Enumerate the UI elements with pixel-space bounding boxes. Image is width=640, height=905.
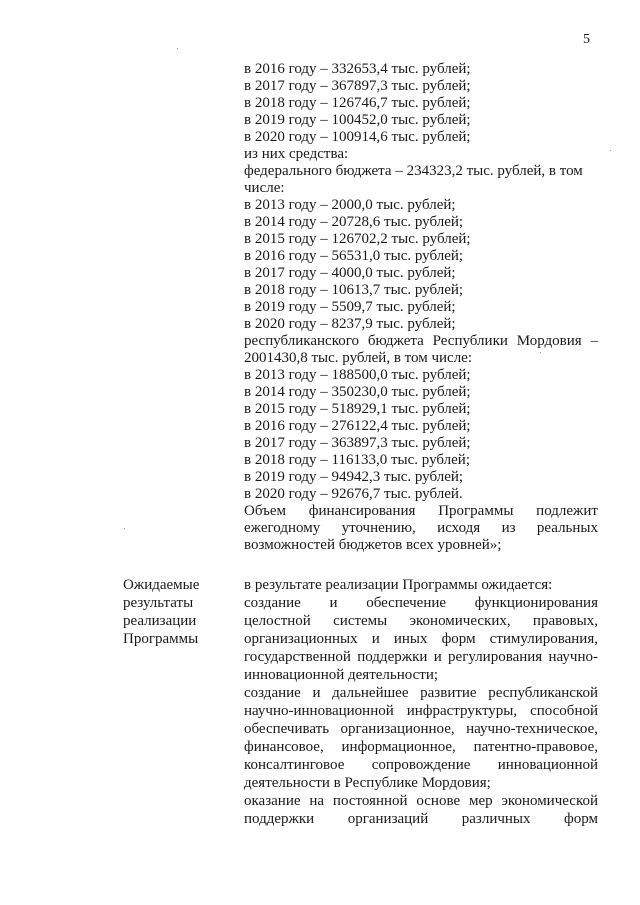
results-line: создание и дальнейшее развитие республиканской (244, 685, 598, 701)
list-item: в 2015 году – 518929,1 тыс. рублей; (244, 401, 471, 417)
funding-section (244, 61, 598, 554)
list-item: в 2017 году – 367897,3 тыс. рублей; (244, 78, 471, 94)
results-line: создание и обеспечение функционирования (244, 595, 598, 611)
results-line: целостной системы экономических, правовых, (244, 613, 598, 629)
results-line: обеспечивать организационное, научно-техническое, (244, 721, 598, 737)
results-line: поддержки организаций различных форм (244, 811, 598, 827)
results-label-line: реализации (123, 613, 197, 629)
list-item: в 2013 году – 188500,0 тыс. рублей; (244, 367, 471, 383)
list-item: в 2015 году – 126702,2 тыс. рублей; (244, 231, 471, 247)
results-line: консалтинговое сопровождение инновационной (244, 757, 598, 773)
results-label-line: Ожидаемые (123, 577, 200, 593)
results-line: деятельности в Республике Мордовия; (244, 775, 491, 791)
list-item: в 2013 году – 2000,0 тыс. рублей; (244, 197, 456, 213)
list-item: в 2019 году – 94942,3 тыс. рублей; (244, 469, 464, 485)
list-item: в 2017 году – 363897,3 тыс. рублей; (244, 435, 471, 451)
list-item: в 2020 году – 100914,6 тыс. рублей; (244, 129, 471, 145)
results-line: оказание на постоянной основе мер экономической (244, 793, 598, 809)
results-label-line: Программы (123, 631, 199, 647)
federal-budget-heading-cont: числе: (244, 180, 285, 196)
list-item: в 2014 году – 20728,6 тыс. рублей; (244, 214, 464, 230)
results-label (123, 576, 233, 648)
scan-speck (124, 528, 125, 529)
list-item: в 2019 году – 100452,0 тыс. рублей; (244, 112, 471, 128)
scan-speck (540, 352, 541, 353)
results-line: государственной поддержки и регулирования научно- (244, 649, 598, 665)
list-item: в 2019 году – 5509,7 тыс. рублей; (244, 299, 456, 315)
page-number: 5 (583, 32, 590, 47)
list-item: в 2020 году – 92676,7 тыс. рублей. (244, 486, 463, 502)
results-intro: в результате реализации Программы ожидается: (244, 577, 553, 593)
results-line: инновационной деятельности; (244, 667, 439, 683)
results-line: научно-инновационной инфраструктуры, способной (244, 703, 598, 719)
list-item: в 2018 году – 126746,7 тыс. рублей; (244, 95, 471, 111)
list-item: в 2018 году – 10613,7 тыс. рублей; (244, 282, 464, 298)
of-which-label: из них средства: (244, 146, 349, 162)
funding-note-line: ежегодному уточнению, исходя из реальных (244, 520, 598, 536)
scan-speck (177, 48, 178, 49)
republic-budget-heading: республиканского бюджета Республики Мордовия – (244, 333, 598, 349)
list-item: в 2017 году – 4000,0 тыс. рублей; (244, 265, 456, 281)
republic-budget-heading-cont: 2001430,8 тыс. рублей, в том числе: (244, 350, 473, 366)
list-item: в 2014 году – 350230,0 тыс. рублей; (244, 384, 471, 400)
list-item: в 2018 году – 116133,0 тыс. рублей; (244, 452, 470, 468)
federal-budget-heading: федерального бюджета – 234323,2 тыс. рублей, в том (244, 163, 583, 179)
funding-note-line: Объем финансирования Программы подлежит (244, 503, 598, 519)
funding-note-line: возможностей бюджетов всех уровней»; (244, 537, 502, 553)
results-line: финансовое, информационное, патентно-правовое, (244, 739, 598, 755)
results-label-line: результаты (123, 595, 194, 611)
list-item: в 2016 году – 332653,4 тыс. рублей; (244, 61, 471, 77)
list-item: в 2020 году – 8237,9 тыс. рублей; (244, 316, 456, 332)
scan-speck (610, 150, 611, 151)
list-item: в 2016 году – 276122,4 тыс. рублей; (244, 418, 471, 434)
list-item: в 2016 году – 56531,0 тыс. рублей; (244, 248, 464, 264)
results-line: организационных и иных форм стимулирования, (244, 631, 598, 647)
results-section (244, 576, 598, 828)
